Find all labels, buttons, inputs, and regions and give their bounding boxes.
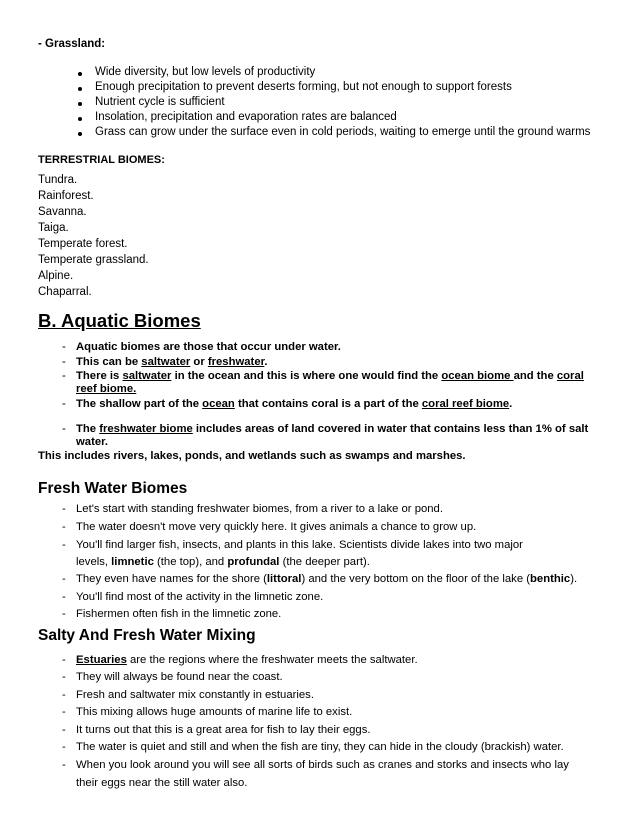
text-run: saltwater <box>122 370 172 382</box>
list-item: Savanna. <box>38 206 87 218</box>
text-run: . <box>264 356 268 368</box>
text-run: Estuaries <box>76 654 127 666</box>
list-item-continued <box>76 556 370 568</box>
bullet-icon <box>78 117 82 121</box>
list-item: Let's start with standing freshwater biomes, from a river to a lake or pond. <box>76 503 443 515</box>
text-run: benthic <box>530 573 571 585</box>
dash-marker: - <box>62 741 66 753</box>
text-run: coral reef biome <box>421 398 510 410</box>
text-run: There is <box>76 370 123 382</box>
bullet-icon <box>78 87 82 91</box>
fresh-heading: Fresh Water Biomes <box>38 480 188 497</box>
dash-marker: - <box>62 654 66 666</box>
text-run: levels, <box>76 556 112 568</box>
list-item <box>76 398 512 410</box>
list-item <box>76 370 584 382</box>
bullet-icon <box>78 132 82 136</box>
dash-marker: - <box>62 671 66 683</box>
list-item: Temperate grassland. <box>38 254 149 266</box>
list-item: They will always be found near the coast. <box>76 671 283 683</box>
text-run: littoral <box>266 573 302 585</box>
dash-marker: - <box>62 573 66 585</box>
list-item <box>76 356 268 368</box>
text-run: The shallow part of the <box>76 398 203 410</box>
list-item <box>76 654 418 666</box>
text-run: ocean biome <box>441 370 514 382</box>
dash-marker: - <box>62 591 66 603</box>
grassland-heading: - Grassland: <box>38 38 106 50</box>
dash-marker: - <box>62 706 66 718</box>
list-item <box>76 573 577 585</box>
dash-marker: - <box>62 689 66 701</box>
list-item: It turns out that this is a great area for fish to lay their eggs. <box>76 724 371 736</box>
text-run: profundal <box>227 556 280 568</box>
dash-marker: - <box>62 423 66 435</box>
text-run: in the ocean and this is where one would find the <box>171 370 442 382</box>
list-item-continued: reef biome. <box>76 383 137 395</box>
list-item: Aquatic biomes are those that occur under water. <box>76 341 341 353</box>
text-run: They even have names for the shore ( <box>76 573 267 585</box>
terrestrial-heading: TERRESTRIAL BIOMES: <box>38 154 165 166</box>
dash-marker: - <box>62 341 66 353</box>
dash-marker: - <box>62 759 66 771</box>
text-run: (the top), and <box>153 556 228 568</box>
list-item: Rainforest. <box>38 190 94 202</box>
list-item: The water is quiet and still and when the fish are tiny, they can hide in the cloudy (brackish) water. <box>76 741 564 753</box>
list-item: You'll find most of the activity in the limnetic zone. <box>76 591 324 603</box>
list-item-continued: their eggs near the still water also. <box>76 777 248 789</box>
dash-marker: - <box>62 521 66 533</box>
text-run: (the deeper part). <box>279 556 370 568</box>
list-item <box>76 423 588 435</box>
text-run: The <box>76 423 100 435</box>
aquatic-heading: B. Aquatic Biomes <box>38 310 201 331</box>
dash-marker: - <box>62 398 66 410</box>
text-run: that contains coral is a part of the <box>234 398 422 410</box>
bullet-icon <box>78 102 82 106</box>
list-item: You'll find larger fish, insects, and plants in this lake. Scientists divide lakes into two major <box>76 539 523 551</box>
text-run: coral <box>556 370 584 382</box>
text-run: . <box>509 398 513 410</box>
list-item: The water doesn't move very quickly here. It gives animals a chance to grow up. <box>76 521 477 533</box>
text-run: are the regions where the freshwater meets the saltwater. <box>126 654 418 666</box>
dash-marker: - <box>62 724 66 736</box>
text-run: This can be <box>76 356 142 368</box>
dash-marker: - <box>62 370 66 382</box>
text-run: and the <box>513 370 557 382</box>
list-item: This mixing allows huge amounts of marine life to exist. <box>76 706 353 718</box>
list-item: Temperate forest. <box>38 238 128 250</box>
dash-marker: - <box>62 503 66 515</box>
text-run: or <box>190 356 208 368</box>
text-run: ). <box>570 573 578 585</box>
text-run: includes areas of land covered in water that contains less than 1% of salt <box>192 423 589 435</box>
list-item: Enough precipitation to prevent deserts forming, but not enough to support forests <box>95 81 512 93</box>
text-run: ) and the very bottom on the floor of the lake ( <box>301 573 531 585</box>
list-item: Alpine. <box>38 270 74 282</box>
list-item-continued: water. <box>76 436 109 448</box>
list-item: Taiga. <box>38 222 69 234</box>
dash-marker: - <box>62 356 66 368</box>
bullet-icon <box>78 72 82 76</box>
list-item: Fresh and saltwater mix constantly in estuaries. <box>76 689 314 701</box>
salty-heading: Salty And Fresh Water Mixing <box>38 627 256 644</box>
text-run: freshwater <box>207 356 265 368</box>
list-item: Chaparral. <box>38 286 92 298</box>
text-run: ocean <box>202 398 235 410</box>
list-item: Wide diversity, but low levels of productivity <box>95 66 316 78</box>
paragraph: This includes rivers, lakes, ponds, and wetlands such as swamps and marshes. <box>38 450 466 462</box>
list-item: Insolation, precipitation and evaporation rates are balanced <box>95 111 397 123</box>
dash-marker: - <box>62 539 66 551</box>
list-item: Tundra. <box>38 174 78 186</box>
list-item: Nutrient cycle is sufficient <box>95 96 225 108</box>
text-run: freshwater biome <box>99 423 193 435</box>
text-run: limnetic <box>111 556 154 568</box>
list-item: Fishermen often fish in the limnetic zone. <box>76 608 282 620</box>
list-item: Grass can grow under the surface even in cold periods, waiting to emerge until the ground warms <box>95 126 591 138</box>
list-item: When you look around you will see all sorts of birds such as cranes and storks and insects who lay <box>76 759 569 771</box>
dash-marker: - <box>62 608 66 620</box>
text-run: saltwater <box>141 356 191 368</box>
